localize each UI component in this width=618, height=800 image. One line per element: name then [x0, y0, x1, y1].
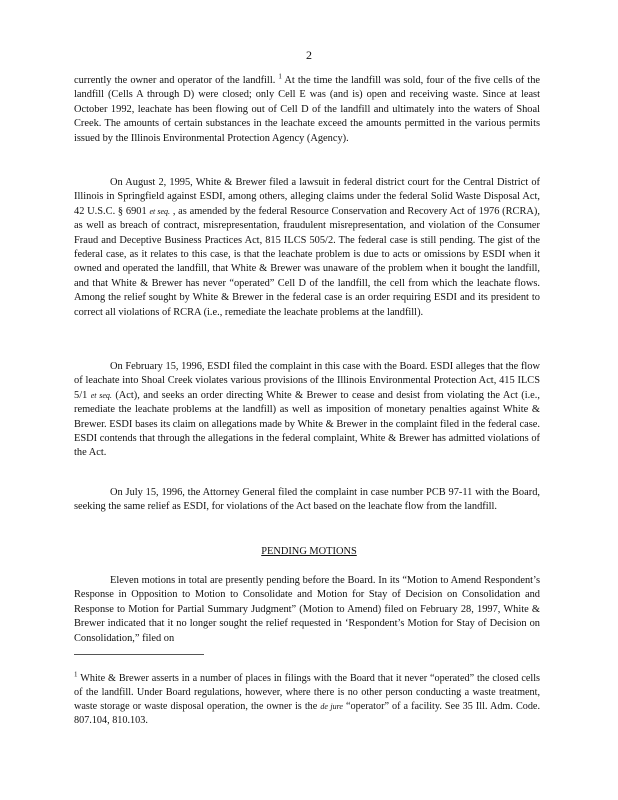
footnote-divider [74, 654, 204, 655]
footnote-reference: 1 [278, 72, 282, 81]
paragraph-1-text-b: At the time the landfill was sold, four of the five cells of the landfill (Cells A through D) were closed; only Cell E was (and is) open and receiving waste. Since at least October 1992, leachate has been flowing out of Cell D of the landfill and ultimately into the waters of Shoal Creek. The amounts of certain substances in the leachate exceed the amounts permitted in the various permits issued by the Illinois Environmental Protection Agency (Agency). [74, 75, 541, 144]
paragraph-3-text-a: On February 15, 1996, ESDI filed the complaint in this case with the Board. ESDI alleges that the flow of leachate into Shoal Creek violates various provisions of the Illinois Environmental Protection Act, 415 ILCS 5/1 [74, 361, 540, 401]
section-heading: PENDING MOTIONS [261, 546, 357, 557]
footnote-italic: de jure [320, 702, 343, 711]
paragraph-1 [74, 74, 540, 146]
paragraph-2-italic: et seq. [149, 206, 171, 216]
footnote-text-a: White & Brewer asserts in a number of places in filings with the Board that it never “operated” the closed cells of the landfill. Under Board regulations, however, where there is no other person conducting a waste treatment, waste storage or waste disposal operation, the owner is the [74, 673, 540, 712]
paragraph-5-text: Eleven motions in total are presently pending before the Board. In its “Motion to Amend Respondent’s Response in Opposition to Motion to Consolidate and Motion for Stay of Decision on Consolidation and Response to Motion for Partial Summary Judgment” (Motion to Amend) filed on February 28, 1997, White & Brewer indicated that it no longer sought the relief requested in ‘Respondent’s Motion for Stay of Decision on Consolidation,” filed on [74, 575, 540, 644]
paragraph-4-text: On July 15, 1996, the Attorney General filed the complaint in case number PCB 97-11 with the Board, seeking the same relief as ESDI, for violations of the Act based on the leachate flow from the landfill. [74, 487, 540, 513]
footnote [74, 672, 540, 728]
paragraph-2 [74, 176, 540, 320]
footnote-number: 1 [74, 670, 78, 679]
paragraph-5 [74, 574, 540, 646]
paragraph-3-text-b: (Act), and seeks an order directing White & Brewer to cease and desist from violating the Act (i.e., remediate the leachate problems at the landfill) as well as imposition of monetary penalties against White & Brewer. ESDI bases its claim on allegations made by White & Brewer in the complaint filed in the federal case. ESDI contends that through the allegations in the federal complaint, White & Brewer has admitted violations of the Act. [74, 389, 540, 459]
paragraph-1-text-a: currently the owner and operator of the landfill. [74, 75, 276, 86]
paragraph-4 [74, 486, 540, 515]
paragraph-2-text-a: On August 2, 1995, White & Brewer filed a lawsuit in federal district court for the Central District of Illinois in Springfield against ESDI, among others, alleging claims under the federal Solid Waste Disposal Act, 42 U.S.C. § 6901 [74, 177, 540, 217]
paragraph-3 [74, 360, 540, 461]
paragraph-2-text-b: , as amended by the federal Resource Conservation and Recovery Act of 1976 (RCRA), as well as breach of contract, misrepresentation, fraudulent misrepresentation, and violation of the Consumer Fraud and Deceptive Business Practices Act, 815 ILCS 505/2. The federal case is still pending. The gist of the federal case, as it relates to this case, is that the leachate problem is due to acts or omissions by ESDI when it owned and operated the landfill, that White & Brewer was unaware of the problem when it bought the landfill, and that White & Brewer has never “operated” Cell D of the landfill, the cell from which the leachate flows. Among the relief sought by White & Brewer in the federal case is an order requiring ESDI and its president to correct all violations of RCRA (i.e., remediate the leachate problems at the landfill). [74, 205, 540, 318]
paragraph-3-italic: et seq. [90, 390, 112, 400]
footnote-text-b: “operator” of a facility. See 35 Ill. Adm. Code. 807.104, 810.103. [74, 701, 540, 726]
page-number: 2 [306, 48, 312, 62]
